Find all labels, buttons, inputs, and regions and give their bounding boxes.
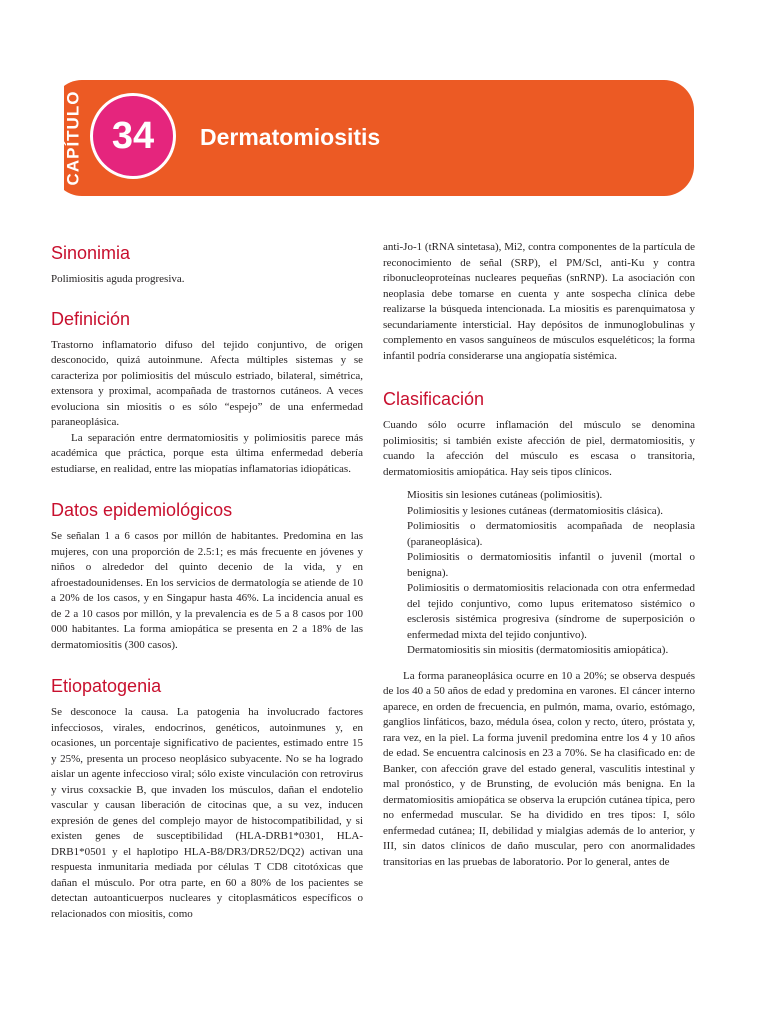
paragraph: Se desconoce la causa. La patogenia ha involucrado factores infecciosos, virales, endocrinos, genéticos, autoinmunes y, en ocasiones, un porcentaje significativo de pacientes, estimado entre 15 y 25%, presenta un proceso neoplásico subyacente. No se ha logrado aislar un agente infeccioso viral; sólo existe vinculación con retrovirus y virus coxsackie B, que invaden los músculos, dañan el endotelio vascular y causan liberación de citocinas que, a su vez, inducen expresión de genes del complejo mayor de histocompatibilidad, y si existen genes de susceptibilidad (HLA-DRB1*0301, HLA-DRB1*0501 y el haplotipo HLA-B8/DR3/DR52/DQ2) activan una respuesta inmunitaria mediada por células T CD8 citotóxicas que dañan el músculo. Por otra parte, en 60 a 80% de los pacientes se detectan autoanticuerpos nucleares y citoplasmáticos específicos o relacionados con miositis, como [51, 706, 363, 920]
list-item: Polimiositis o dermatomiositis acompañada de neoplasia (paraneoplásica). [407, 520, 695, 548]
list-item: Polimiositis o dermatomiositis infantil o juvenil (mortal o benigna). [407, 551, 695, 579]
chapter-label-text: CAPÍTULO [63, 90, 83, 186]
section-etiopatogenia-cont [383, 240, 695, 364]
section-etiopatogenia [51, 675, 363, 922]
chapter-label [52, 80, 94, 196]
heading-clasificacion: Clasificación [383, 389, 485, 409]
section-clasificacion [383, 388, 695, 870]
section-sinonimia [51, 242, 363, 288]
paragraph: anti-Jo-1 (tRNA sintetasa), Mi2, contra componentes de la partícula de reconocimiento de señal (SRP), el PM/Scl, anti-Ku y contra ribonucleoproteínas nucleares pequeñas (snRNP). La asociación con neoplasia debe tomarse en cuenta y ante sospecha clínica debe realizarse la búsqueda intencionada. La miositis es parenquimatosa y secundariamente intersticial. Hay depósitos de inmunoglobulinas y complemento en vasos sanguíneos de músculos esqueléticos; la forma infantil podría considerarse una angiopatía sistémica. [383, 241, 695, 362]
left-column [51, 242, 363, 944]
paragraph: Polimiositis aguda progresiva. [51, 273, 185, 285]
right-column [383, 240, 695, 892]
paragraph: La separación entre dermatomiositis y polimiositis parece más académica que práctica, porque esta última enfermedad debería estudiarse, en realidad, entre las miopatías inflamatorias idiopáticas. [51, 431, 363, 475]
heading-sinonimia: Sinonimia [51, 243, 131, 263]
chapter-number: 34 [111, 114, 155, 157]
list-item: Dermatomiositis sin miositis (dermatomiositis amiopática). [407, 644, 669, 656]
list-item: Polimiositis o dermatomiositis relacionada con otra enfermedad del tejido conjuntivo, como lupus eritematoso sistémico o esclerosis sistémica progresiva (síndrome de superposición o enfermedad mixta del tejido conjuntivo). [407, 582, 695, 641]
section-epidemiologia [51, 499, 363, 653]
list-item: Miositis sin lesiones cutáneas (polimiositis). [407, 489, 603, 501]
heading-epidemiologia: Datos epidemiológicos [51, 500, 233, 520]
classification-list [383, 488, 695, 659]
list-item: Polimiositis y lesiones cutáneas (dermatomiositis clásica). [407, 504, 664, 517]
paragraph: Trastorno inflamatorio difuso del tejido conjuntivo, de origen desconocido, quizá autoinmune. Afecta múltiples sistemas y se caracteriza por polimiositis del músculo estriado, bilateral, simétrica, extensora y proximal, acompañada de trastornos cutáneos. A veces evoluciona sin miositis o es sólo “espejo” de una enfermedad paraneoplásica. [51, 338, 363, 428]
section-definicion [51, 308, 363, 478]
chapter-title: Dermatomiositis [200, 124, 381, 150]
paragraph: Se señalan 1 a 6 casos por millón de habitantes. Predomina en las mujeres, con una proporción de 2.5:1; es más frecuente en jóvenes y niños o alrededor del quinto decenio de la vida, y en afroestadounidenses. En los servicios de dermatología se atiende de 10 a 20% de los casos, y en Singapur hasta 46%. La incidencia anual es de 2 a 10 casos por millón, y la prevalencia es de 5 a 8 casos por 100 000 habitantes. La forma amiopática se presenta en 2 a 18% de las dermatomiositis (300 casos). [51, 530, 363, 651]
heading-definicion: Definición [51, 308, 131, 329]
paragraph: La forma paraneoplásica ocurre en 10 a 20%; se observa después de los 40 a 50 años de edad y predomina en varones. El cáncer interno aparece, en orden de frecuencia, en pulmón, mama, ovario, estómago, ganglios linfáticos, bazo, médula ósea, colon y recto, útero, próstata y, rara vez, en la piel. La forma juvenil predomina entre los 4 y 10 años de edad. Se encuentra calcinosis en 23 a 70%. Se ha clasificado en: de Banker, con afección grave del estado general, vasculitis intestinal y mal pronóstico, y de Brunsting, de evolución más benigna. En la dermatomiositis amiopática se observa la erupción cutánea típica, pero no enfermedad muscular. Se ha dividido en tres tipos: I, sólo enfermedad cutánea; II, debilidad y mialgias además de lo anterior, y III, sin datos clínicos de daño muscular, pero con anormalidades transitorias en las pruebas de laboratorio. Por lo general, antes de [383, 669, 695, 868]
heading-etiopatogenia: Etiopatogenia [51, 676, 162, 696]
paragraph: Cuando sólo ocurre inflamación del músculo se denomina polimiositis; si también existe afección de piel, dermatomiositis, y cuando la afección del músculo es escasa o transitoria, dermatomiositis amiopática. Hay seis tipos clínicos. [383, 419, 695, 478]
chapter-number-badge [90, 93, 176, 179]
